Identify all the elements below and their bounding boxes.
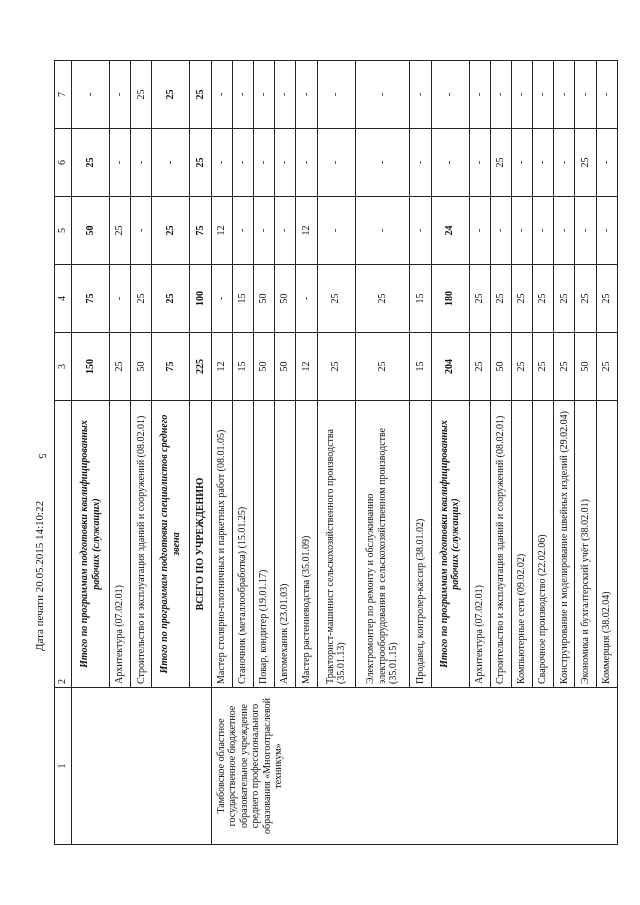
value-cell: 25 [72, 129, 110, 197]
program-name-cell: ВСЕГО ПО УЧРЕЖДЕНИЮ [190, 401, 211, 688]
value-cell: 25 [533, 333, 554, 401]
value-cell: 12 [211, 333, 232, 401]
value-cell: - [469, 61, 490, 129]
value-cell: 25 [190, 129, 211, 197]
value-cell: - [533, 61, 554, 129]
value-cell: - [275, 197, 296, 265]
value-cell: - [275, 129, 296, 197]
table-row [211, 61, 232, 845]
column-header: 3 [55, 333, 72, 401]
column-header: 4 [55, 265, 72, 333]
print-date: Дата печати 20.05.2015 14:10:22 [34, 500, 46, 651]
value-cell: 15 [232, 333, 253, 401]
value-cell: - [232, 197, 253, 265]
institution-cell: Тамбовское областное государственное бюджетное образовательное учреждение среднего профессионального образования «Многоотраслевой техникум» [211, 688, 617, 845]
value-cell: 12 [296, 197, 317, 265]
column-header: 2 [55, 401, 72, 688]
value-cell: 25 [355, 333, 410, 401]
value-cell: - [554, 129, 575, 197]
column-header: 1 [55, 688, 72, 845]
value-cell: - [355, 129, 410, 197]
value-cell: - [253, 197, 274, 265]
program-name-cell: Сварочное производство (22.02.06) [533, 401, 554, 688]
value-cell: - [317, 129, 355, 197]
value-cell: - [410, 61, 431, 129]
value-cell: 75 [72, 265, 110, 333]
value-cell: 100 [190, 265, 211, 333]
value-cell: - [110, 129, 131, 197]
program-name-cell: Итого по программам подготовки квалифицированных рабочих (служащих) [72, 401, 110, 688]
value-cell: - [410, 197, 431, 265]
value-cell: - [511, 197, 532, 265]
program-name-cell: Компьютерные сети (09.02.02) [511, 401, 532, 688]
value-cell: - [211, 265, 232, 333]
value-cell: 25 [131, 61, 152, 129]
value-cell: 180 [431, 265, 469, 333]
value-cell: 25 [152, 197, 190, 265]
program-name-cell: Мастер столярно-плотничных и паркетных работ (08.01.05) [211, 401, 232, 688]
value-cell: 204 [431, 333, 469, 401]
value-cell: 25 [511, 333, 532, 401]
value-cell: 25 [533, 265, 554, 333]
value-cell: 25 [469, 265, 490, 333]
value-cell: - [296, 61, 317, 129]
value-cell: - [275, 61, 296, 129]
program-name-cell: Тракторист-машинист сельскохозяйственного производства (35.01.13) [317, 401, 355, 688]
column-header: 6 [55, 129, 72, 197]
value-cell: 25 [554, 333, 575, 401]
value-cell: - [72, 61, 110, 129]
value-cell: - [596, 129, 617, 197]
value-cell: 24 [431, 197, 469, 265]
value-cell: 50 [490, 333, 511, 401]
value-cell: - [490, 61, 511, 129]
value-cell: 25 [317, 333, 355, 401]
program-name-cell: Строительство и эксплуатация зданий и сооружений (08.02.01) [131, 401, 152, 688]
program-name-cell: Итого по программам подготовки квалифицированных рабочих (служащих) [431, 401, 469, 688]
program-name-cell: Станочник (металлообработка) (15.01.25) [232, 401, 253, 688]
value-cell: 15 [232, 265, 253, 333]
value-cell: - [232, 61, 253, 129]
value-cell: - [110, 265, 131, 333]
subtotal-row [72, 61, 110, 845]
table-body [72, 61, 618, 845]
value-cell: - [355, 61, 410, 129]
value-cell: 50 [253, 333, 274, 401]
value-cell: 12 [296, 333, 317, 401]
institution-cell [72, 688, 212, 845]
value-cell: - [232, 129, 253, 197]
value-cell: 25 [190, 61, 211, 129]
value-cell: 75 [190, 197, 211, 265]
value-cell: 25 [490, 265, 511, 333]
value-cell: - [317, 61, 355, 129]
value-cell: - [533, 197, 554, 265]
program-name-cell: Повар, кондитер (19.01.17) [253, 401, 274, 688]
program-name-cell: Мастер растениеводства (35.01.09) [296, 401, 317, 688]
admission-plan-table [54, 60, 618, 845]
program-name-cell: Конструирование и моделирование швейных изделий (29.02.04) [554, 401, 575, 688]
value-cell: 25 [110, 197, 131, 265]
value-cell: 25 [575, 265, 596, 333]
value-cell: 50 [72, 197, 110, 265]
value-cell: - [110, 61, 131, 129]
value-cell: 25 [131, 265, 152, 333]
value-cell: 25 [469, 333, 490, 401]
value-cell: 25 [596, 333, 617, 401]
value-cell: - [253, 129, 274, 197]
value-cell: 15 [410, 333, 431, 401]
value-cell: - [431, 129, 469, 197]
value-cell: 25 [317, 265, 355, 333]
program-name-cell: Коммерция (38.02.04) [596, 401, 617, 688]
value-cell: 150 [72, 333, 110, 401]
column-header: 7 [55, 61, 72, 129]
program-name-cell: Архитектура (07.02.01) [110, 401, 131, 688]
program-name-cell: Электромонтер по ремонту и обслуживанию электрооборудования в сельскохозяйственном производстве (35.01.15) [355, 401, 410, 688]
value-cell: - [211, 61, 232, 129]
value-cell: 25 [596, 265, 617, 333]
value-cell: - [131, 129, 152, 197]
value-cell: - [533, 129, 554, 197]
value-cell: 50 [253, 265, 274, 333]
value-cell: - [469, 129, 490, 197]
value-cell: 25 [575, 129, 596, 197]
value-cell: 12 [211, 197, 232, 265]
program-name-cell: Строительство и эксплуатация зданий и сооружений (08.02.01) [490, 401, 511, 688]
value-cell: - [575, 61, 596, 129]
value-cell: 25 [490, 129, 511, 197]
value-cell: - [317, 197, 355, 265]
value-cell: - [152, 129, 190, 197]
value-cell: 50 [275, 265, 296, 333]
value-cell: - [296, 265, 317, 333]
value-cell: - [211, 129, 232, 197]
program-name-cell: Экономика и бухгалтерский учёт (38.02.01) [575, 401, 596, 688]
value-cell: - [296, 129, 317, 197]
value-cell: - [431, 61, 469, 129]
value-cell: 15 [410, 265, 431, 333]
value-cell: 50 [275, 333, 296, 401]
column-number-row [55, 61, 72, 845]
column-header: 5 [55, 197, 72, 265]
program-name-cell: Архитектура (07.02.01) [469, 401, 490, 688]
page-number: 5 [36, 453, 48, 459]
value-cell: 25 [511, 265, 532, 333]
value-cell: 25 [152, 265, 190, 333]
value-cell: 50 [131, 333, 152, 401]
value-cell: - [554, 197, 575, 265]
value-cell: 50 [575, 333, 596, 401]
value-cell: 75 [152, 333, 190, 401]
value-cell: - [511, 61, 532, 129]
value-cell: - [410, 129, 431, 197]
value-cell: - [554, 61, 575, 129]
value-cell: 225 [190, 333, 211, 401]
value-cell: - [253, 61, 274, 129]
value-cell: - [596, 197, 617, 265]
value-cell: - [490, 197, 511, 265]
value-cell: 25 [152, 61, 190, 129]
value-cell: - [596, 61, 617, 129]
value-cell: 25 [110, 333, 131, 401]
value-cell: - [575, 197, 596, 265]
value-cell: - [511, 129, 532, 197]
rotated-table-container [54, 60, 618, 845]
value-cell: - [355, 197, 410, 265]
program-name-cell: Продавец, контролер-кассир (38.01.02) [410, 401, 431, 688]
program-name-cell: Автомеханик (23.01.03) [275, 401, 296, 688]
value-cell: - [469, 197, 490, 265]
value-cell: 25 [355, 265, 410, 333]
program-name-cell: Итого по программам подготовки специалистов среднего звена [152, 401, 190, 688]
value-cell: 25 [554, 265, 575, 333]
value-cell: - [131, 197, 152, 265]
